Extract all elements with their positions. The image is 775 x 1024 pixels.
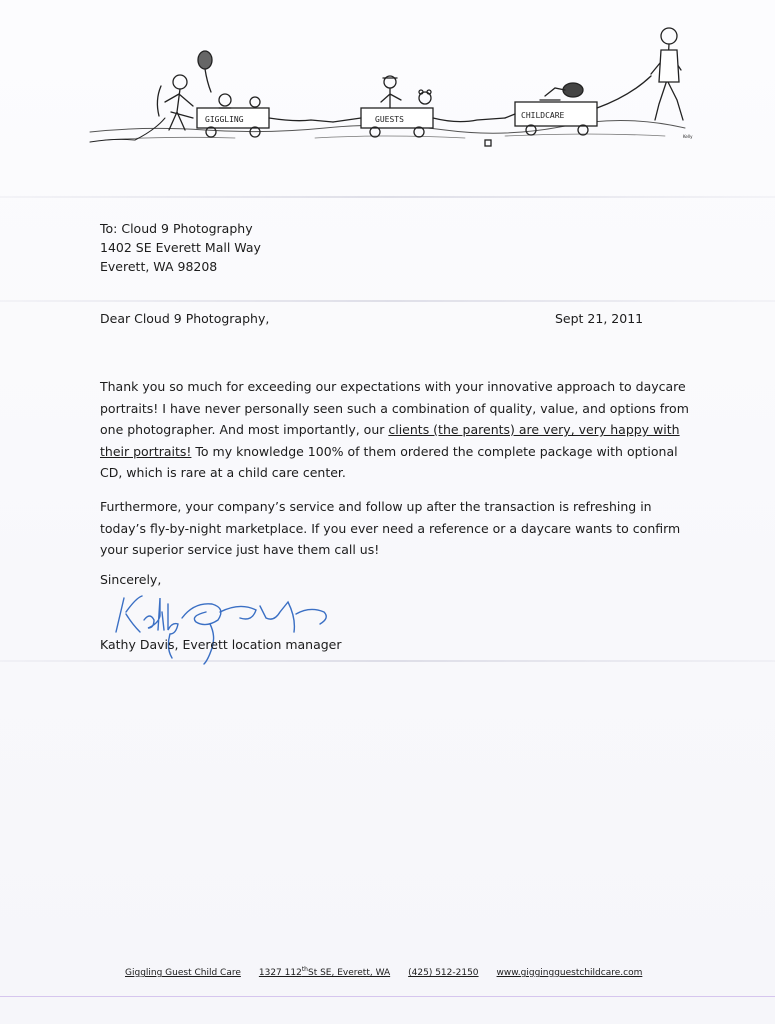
footer-org: Giggling Guest Child Care — [125, 968, 241, 978]
footer-address-rest: St SE, Everett, WA — [307, 968, 391, 978]
recipient-line: To: Cloud 9 Photography — [100, 221, 253, 236]
wagon-label: CHILDCARE — [521, 111, 565, 120]
salutation: Dear Cloud 9 Photography, — [100, 311, 270, 326]
wagon-label: GUESTS — [375, 115, 404, 124]
paper-fold-line — [0, 196, 775, 198]
underlined-text: clients (the parents) are very, very happy with their portraits! — [100, 422, 680, 459]
footer-website[interactable]: www.giggingguestchildcare.com — [496, 968, 643, 978]
artist-mark: Kelly — [683, 134, 693, 139]
footer-address — [259, 966, 390, 978]
body-paragraph — [100, 376, 700, 484]
wagon-label: GIGGLING — [205, 115, 244, 124]
handwritten-signature — [110, 588, 340, 666]
footer-phone: (425) 512-2150 — [408, 968, 479, 978]
paper-fold-line — [0, 300, 775, 302]
body-paragraph: Furthermore, your company’s service and follow up after the transaction is refreshing in today’s fly-by-night marketplace. If you ever need a reference or a daycare wants to confirm your superior service just have them call us! — [100, 499, 681, 557]
letter-footer — [125, 966, 642, 978]
recipient-line: 1402 SE Everett Mall Way — [100, 240, 261, 255]
letterhead-illustration — [85, 20, 710, 160]
letter-date: Sept 21, 2011 — [555, 311, 644, 326]
footer-rule — [0, 996, 775, 997]
footer-address-number: 1327 112 — [258, 968, 302, 978]
closing: Sincerely, — [100, 572, 162, 587]
paragraph-text: To my knowledge 100% of them ordered the complete package with optional CD, which is rare at a child care center. — [100, 443, 678, 480]
signer-name: Kathy Davis, Everett location manager — [100, 637, 342, 652]
footer-address-suffix: th — [301, 966, 308, 973]
recipient-address — [100, 219, 261, 276]
recipient-line: Everett, WA 98208 — [100, 259, 218, 274]
paragraph-text: Thank you so much for exceeding our expectations with your innovative approach to daycare portraits! I have never personally seen such a combination of quality, value, and options from one photographer. And most importantly, our — [100, 379, 689, 437]
